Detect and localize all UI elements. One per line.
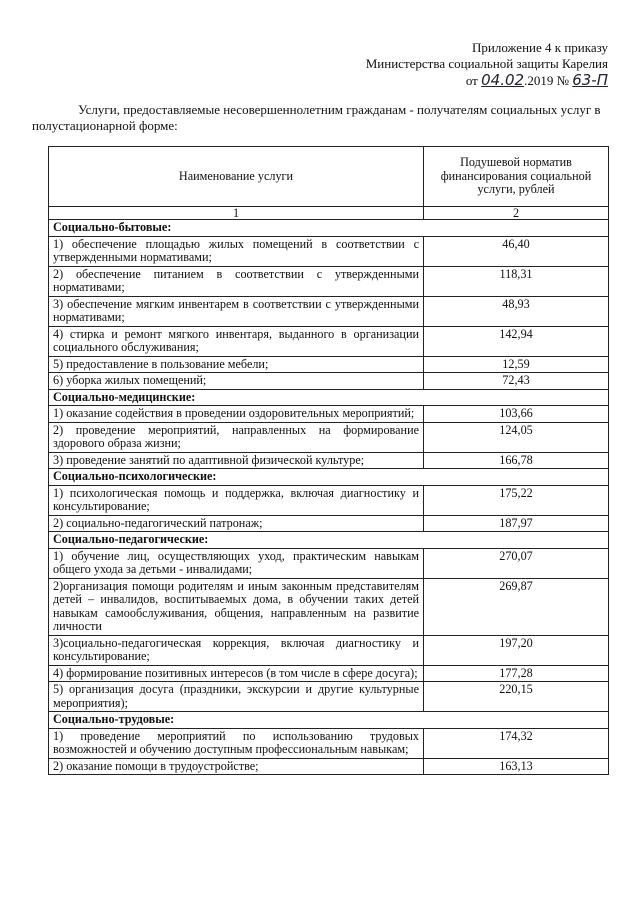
service-normative-value: 12,59: [424, 356, 609, 373]
appendix-title: Приложение 4 к приказу: [471, 40, 608, 55]
service-normative-value: 175,22: [424, 485, 609, 515]
section-title: Социально-педагогические:: [49, 532, 609, 549]
service-row: [49, 452, 609, 469]
service-name: 6) уборка жилых помещений;: [49, 373, 424, 390]
service-row: [49, 728, 609, 758]
service-name: 2) оказание помощи в трудоустройстве;: [49, 758, 424, 775]
service-row: [49, 236, 609, 266]
service-name: 5) организация досуга (праздники, экскурсии и другие культурные мероприятия);: [49, 682, 424, 712]
section-row: [49, 532, 609, 549]
service-row: [49, 266, 609, 296]
service-row: [49, 548, 609, 578]
service-normative-value: 142,94: [424, 326, 609, 356]
service-name: 1) психологическая помощь и поддержка, включая диагностику и консультирование;: [49, 485, 424, 515]
section-row: [49, 220, 609, 237]
service-name: 2)организация помощи родителям и иным законным представителям детей – инвалидов, воспитываемых дома, в обучении таких детей навыкам самообслуживания, общения, направленным на развитие личности: [49, 578, 424, 635]
section-row: [49, 712, 609, 729]
service-row: [49, 356, 609, 373]
services-table-body: [49, 220, 609, 775]
service-normative-value: 174,32: [424, 728, 609, 758]
order-date-line: от 04.02.2019 № 63-П: [465, 71, 608, 89]
service-name: 4) формирование позитивных интересов (в том числе в сфере досуга);: [49, 665, 424, 682]
service-row: [49, 296, 609, 326]
service-row: [49, 578, 609, 635]
service-row: [49, 485, 609, 515]
service-normative-value: 103,66: [424, 406, 609, 423]
service-name: 2) обеспечение питанием в соответствии с утвержденными нормативами;: [49, 266, 424, 296]
service-normative-value: 166,78: [424, 452, 609, 469]
section-title: Социально-бытовые:: [49, 220, 609, 237]
section-title: Социально-медицинские:: [49, 389, 609, 406]
service-row: [49, 682, 609, 712]
service-normative-value: 163,13: [424, 758, 609, 775]
col-number-1: 1: [49, 207, 424, 220]
ministry-name: Министерства социальной защиты Карелия: [365, 56, 608, 71]
col-header-service-name: Наименование услуги: [49, 147, 424, 207]
service-normative-value: 124,05: [424, 422, 609, 452]
service-name: 1) обеспечение площадью жилых помещений в соответствии с утвержденными нормативами;: [49, 236, 424, 266]
intro-paragraph: Услуги, предоставляемые несовершеннолетним гражданам - получателям социальных услуг в полустационарной форме:: [32, 102, 601, 133]
section-title: Социально-психологические:: [49, 469, 609, 486]
service-normative-value: 269,87: [424, 578, 609, 635]
col-number-2: 2: [424, 207, 609, 220]
service-row: [49, 758, 609, 775]
service-normative-value: 72,43: [424, 373, 609, 390]
service-normative-value: 177,28: [424, 665, 609, 682]
service-name: 2) проведение мероприятий, направленных на формирование здорового образа жизни;: [49, 422, 424, 452]
service-name: 4) стирка и ремонт мягкого инвентаря, выданного в организации социального обслуживания;: [49, 326, 424, 356]
service-name: 3)социально-педагогическая коррекция, включая диагностику и консультирование;: [49, 635, 424, 665]
service-name: 5) предоставление в пользование мебели;: [49, 356, 424, 373]
section-row: [49, 469, 609, 486]
service-row: [49, 665, 609, 682]
service-normative-value: 270,07: [424, 548, 609, 578]
services-table: [48, 146, 609, 775]
service-normative-value: 197,20: [424, 635, 609, 665]
service-row: [49, 373, 609, 390]
service-normative-value: 220,15: [424, 682, 609, 712]
service-row: [49, 515, 609, 532]
service-name: 3) обеспечение мягким инвентарем в соответствии с утвержденными нормативами;: [49, 296, 424, 326]
service-name: 1) оказание содействия в проведении оздоровительных мероприятий;: [49, 406, 424, 423]
service-row: [49, 422, 609, 452]
service-name: 3) проведение занятий по адаптивной физической культуре;: [49, 452, 424, 469]
service-name: 1) проведение мероприятий по использованию трудовых возможностей и обучению доступным профессиональным навыкам;: [49, 728, 424, 758]
service-normative-value: 48,93: [424, 296, 609, 326]
col-header-normative: Подушевой норматив финансирования социальной услуги, рублей: [424, 147, 609, 207]
handwritten-order-number: 63-П: [572, 71, 608, 89]
section-row: [49, 389, 609, 406]
service-row: [49, 635, 609, 665]
section-title: Социально-трудовые:: [49, 712, 609, 729]
service-normative-value: 118,31: [424, 266, 609, 296]
service-row: [49, 326, 609, 356]
handwritten-date: 04.02: [481, 71, 525, 89]
service-name: 1) обучение лиц, осуществляющих уход, практическим навыкам общего ухода за детьми - инвалидами;: [49, 548, 424, 578]
service-name: 2) социально-педагогический патронаж;: [49, 515, 424, 532]
service-normative-value: 46,40: [424, 236, 609, 266]
service-row: [49, 406, 609, 423]
service-normative-value: 187,97: [424, 515, 609, 532]
order-header: [288, 40, 608, 89]
